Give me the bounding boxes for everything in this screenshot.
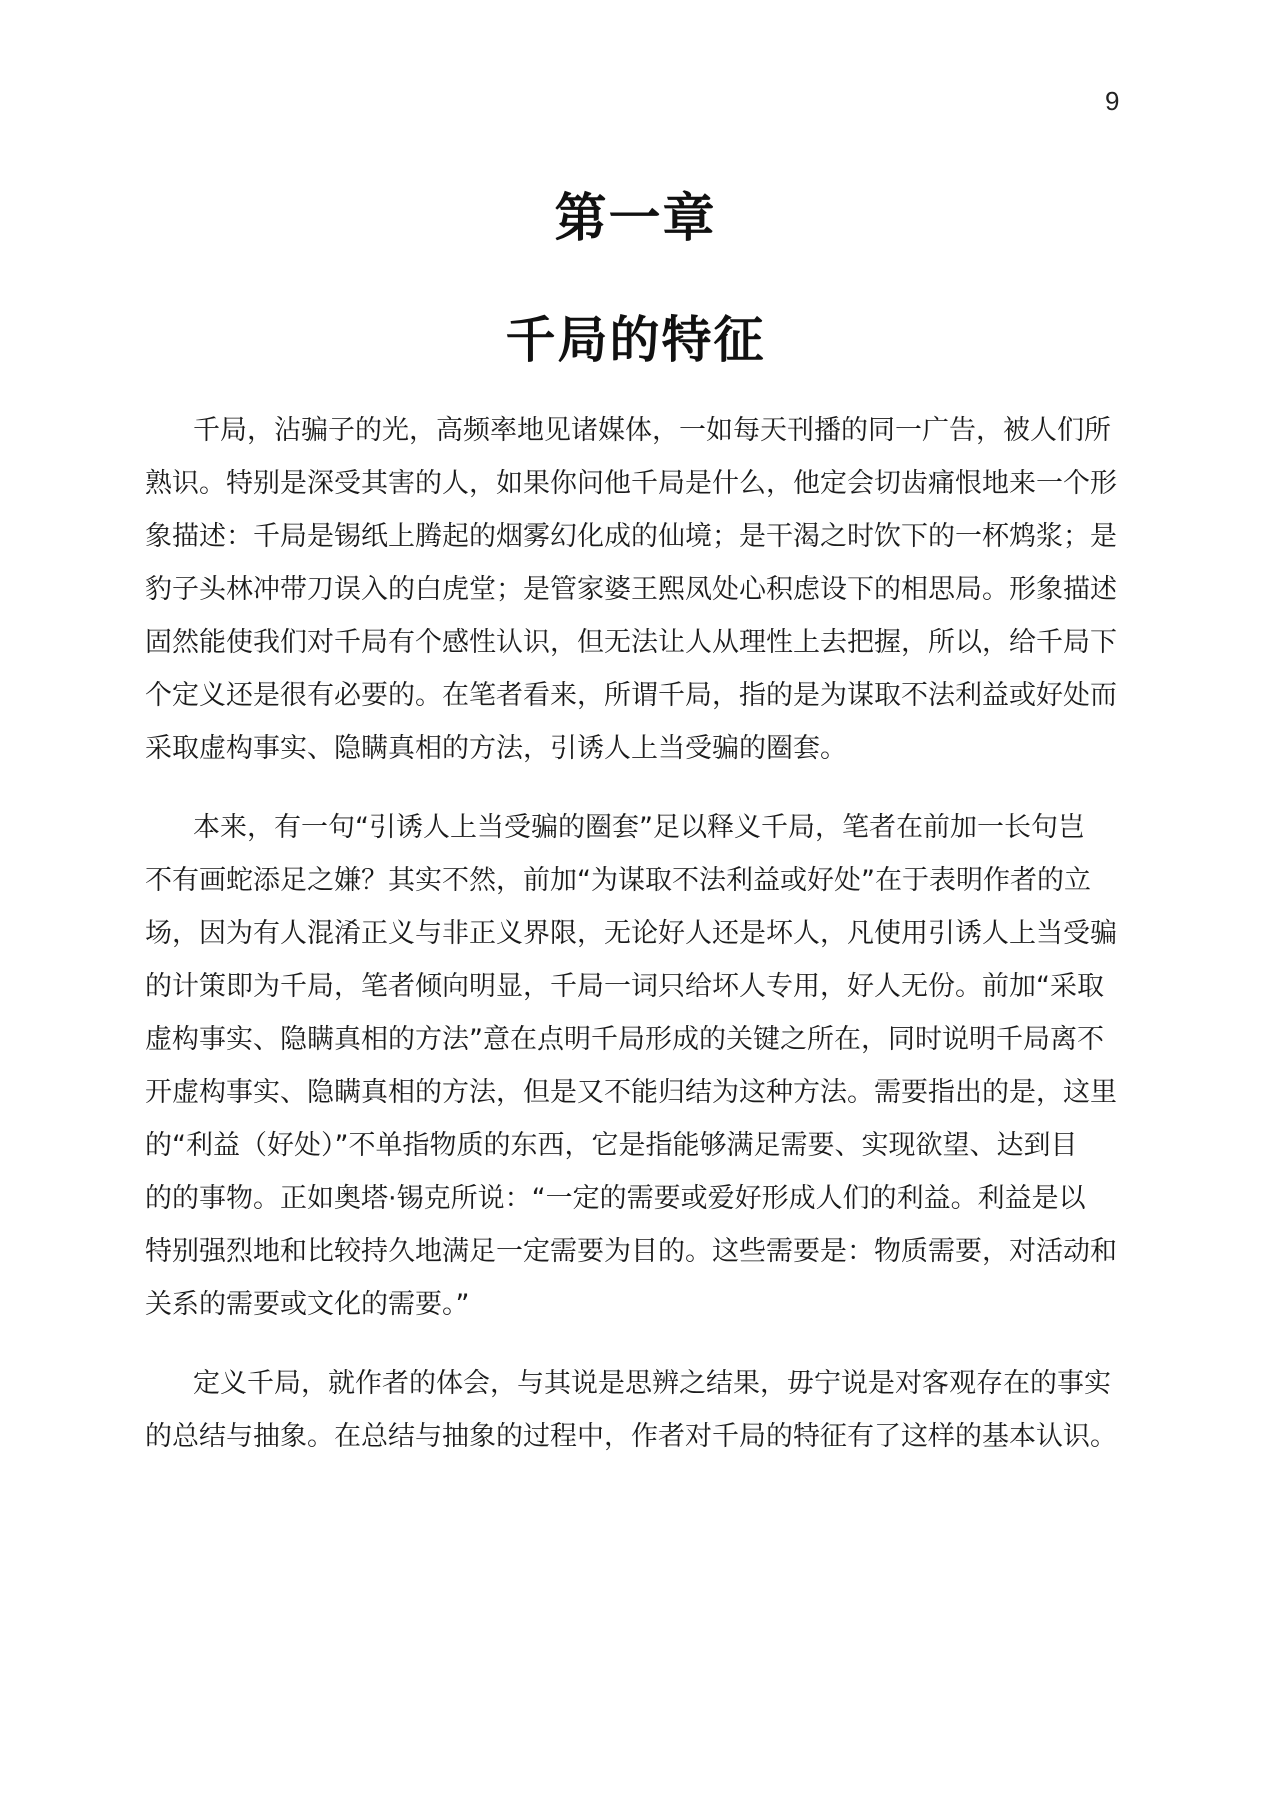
paragraph-line: 本来，有一句“引诱人上当受骗的圈套”足以释义千局，笔者在前加一长句岂 <box>193 812 1085 843</box>
paragraph-line: 特别强烈地和比较持久地满足一定需要为目的。这些需要是：物质需要，对活动和 <box>145 1236 1117 1267</box>
paragraph-line: 熟识。特别是深受其害的人，如果你问他千局是什么，他定会切齿痛恨地来一个形 <box>145 468 1117 499</box>
chapter-label: 第一章 <box>554 189 717 249</box>
paragraph-line: 开虚构事实、隐瞒真相的方法，但是又不能归结为这种方法。需要指出的是，这里 <box>145 1077 1117 1108</box>
paragraph-line: 采取虚构事实、隐瞒真相的方法，引诱人上当受骗的圈套。 <box>145 733 847 764</box>
paragraph-line: 场，因为有人混淆正义与非正义界限，无论好人还是坏人，凡使用引诱人上当受骗 <box>145 918 1117 949</box>
paragraph-definition <box>145 404 1135 775</box>
paragraph-line: 的总结与抽象。在总结与抽象的过程中，作者对千局的特征有了这样的基本认识。 <box>145 1421 1117 1452</box>
paragraph-line: 的“利益（好处）”不单指物质的东西，它是指能够满足需要、实现欲望、达到目 <box>145 1130 1078 1161</box>
paragraph-line: 豹子头林冲带刀误入的白虎堂；是管家婆王熙凤处心积虑设下的相思局。形象描述 <box>145 574 1117 605</box>
page-number: 9 <box>1105 86 1120 116</box>
paragraph-line: 关系的需要或文化的需要。” <box>145 1289 470 1320</box>
paragraph-line: 的的事物。正如奥塔·锡克所说：“一定的需要或爱好形成人们的利益。利益是以 <box>145 1183 1086 1214</box>
paragraph-line: 虚构事实、隐瞒真相的方法”意在点明千局形成的关键之所在，同时说明千局离不 <box>145 1024 1104 1055</box>
paragraph-line: 个定义还是很有必要的。在笔者看来，所谓千局，指的是为谋取不法利益或好处而 <box>145 680 1117 711</box>
paragraph-line: 千局，沾骗子的光，高频率地见诸媒体，一如每天刊播的同一广告，被人们所 <box>193 415 1111 446</box>
paragraph-line: 的计策即为千局，笔者倾向明显，千局一词只给坏人专用，好人无份。前加“采取 <box>145 971 1104 1002</box>
paragraph-line: 象描述：千局是锡纸上腾起的烟雾幻化成的仙境；是干渴之时饮下的一杯鸩浆；是 <box>145 521 1117 552</box>
paragraph-line: 定义千局，就作者的体会，与其说是思辨之结果，毋宁说是对客观存在的事实 <box>193 1368 1111 1399</box>
paragraph-conclusion <box>145 1357 1135 1463</box>
chapter-title: 千局的特征 <box>505 311 766 369</box>
paragraph-line: 不有画蛇添足之嫌？其实不然，前加“为谋取不法利益或好处”在于表明作者的立 <box>145 865 1091 896</box>
chapter-body <box>145 404 1135 1463</box>
paragraph-explanation <box>145 801 1135 1331</box>
paragraph-line: 固然能使我们对千局有个感性认识，但无法让人从理性上去把握，所以，给千局下 <box>145 627 1117 658</box>
